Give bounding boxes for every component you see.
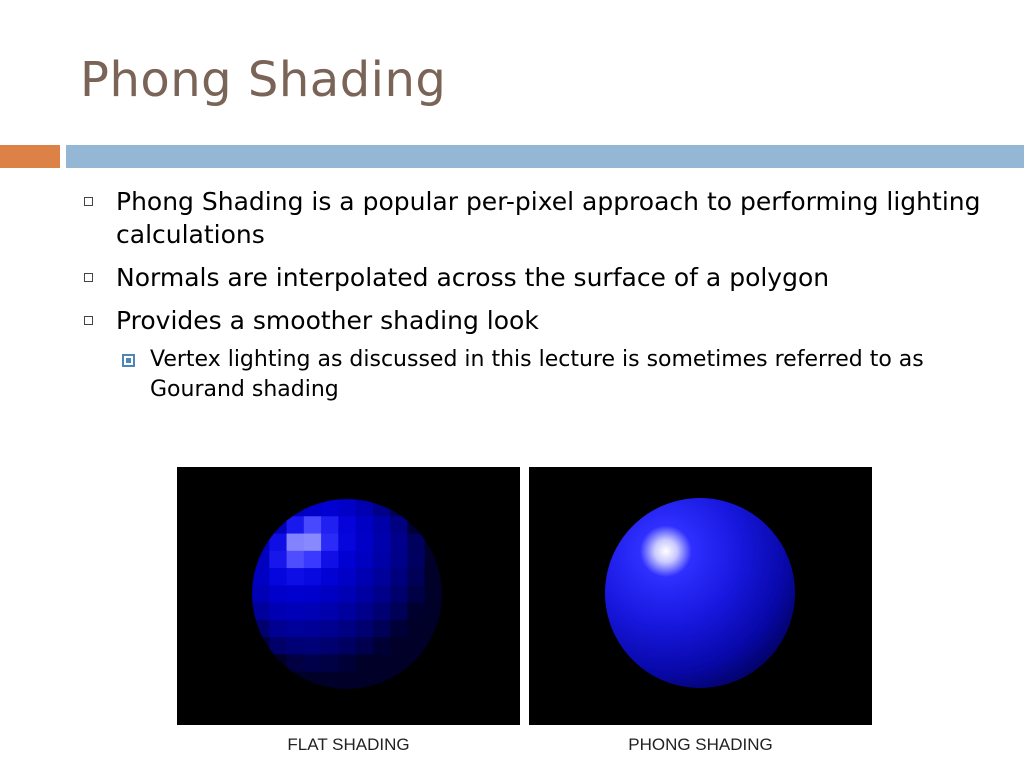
sphere-facet	[407, 603, 425, 621]
sphere-facet	[321, 551, 339, 569]
sphere-facet	[287, 516, 305, 534]
sphere-facet	[269, 551, 287, 569]
sphere-facet	[407, 499, 425, 517]
sphere-facet	[373, 534, 391, 552]
phong-shading-caption: PHONG SHADING	[628, 735, 773, 754]
sphere-facet	[356, 654, 374, 672]
bullet-text: Phong Shading is a popular per-pixel approach to performing lighting calculations	[116, 187, 981, 249]
sphere-facet	[338, 499, 356, 517]
sphere-facet	[252, 620, 270, 638]
phong-shaded-sphere	[529, 467, 872, 725]
sphere-facet	[338, 637, 356, 655]
sphere-facet	[356, 499, 374, 517]
sphere-facet	[269, 516, 287, 534]
sphere-facet	[390, 551, 408, 569]
sphere-facet	[338, 534, 356, 552]
sphere-facet	[321, 568, 339, 586]
sphere-facet	[373, 654, 391, 672]
sphere-facet	[425, 516, 443, 534]
sphere-facet	[356, 620, 374, 638]
sphere-facet	[269, 585, 287, 603]
sphere-facet	[390, 534, 408, 552]
sphere-facet	[390, 672, 408, 690]
sphere-facet	[338, 516, 356, 534]
sphere-facet	[407, 620, 425, 638]
filled-square-bullet-icon	[122, 354, 135, 367]
sphere-facet	[269, 603, 287, 621]
sphere-facet	[338, 620, 356, 638]
sphere-facet	[338, 585, 356, 603]
sphere-facet	[252, 585, 270, 603]
sphere-facet	[390, 499, 408, 517]
sphere-facet	[338, 551, 356, 569]
sphere-facet	[304, 603, 322, 621]
sphere-facet	[304, 637, 322, 655]
sphere-facet	[304, 534, 322, 552]
sphere-facet	[287, 534, 305, 552]
sphere-facet	[407, 654, 425, 672]
sphere-facet	[390, 568, 408, 586]
phong-shading-image	[529, 467, 872, 725]
sphere-facet	[269, 499, 287, 517]
flat-shading-image	[177, 467, 520, 725]
sphere-facet	[304, 568, 322, 586]
sphere-facet	[407, 568, 425, 586]
sphere-facet	[425, 603, 443, 621]
sphere-facet	[304, 551, 322, 569]
sphere-facet	[425, 620, 443, 638]
slide-title: Phong Shading	[80, 52, 447, 108]
sphere-facet	[338, 672, 356, 690]
bullet-text: Normals are interpolated across the surface of a polygon	[116, 263, 830, 292]
sphere-facet	[269, 672, 287, 690]
sphere-facet	[407, 637, 425, 655]
sphere-facet	[321, 672, 339, 690]
sphere-facet	[321, 516, 339, 534]
flat-shaded-sphere	[177, 467, 520, 725]
sphere-facet	[407, 672, 425, 690]
sphere-facet	[252, 499, 270, 517]
sphere-facet	[321, 534, 339, 552]
sphere-facet	[287, 620, 305, 638]
sphere-facet	[321, 620, 339, 638]
sphere-facet	[425, 568, 443, 586]
bullet-list	[82, 185, 1002, 405]
sphere-facet	[425, 654, 443, 672]
sphere-facet	[390, 620, 408, 638]
sphere-facet	[390, 585, 408, 603]
sphere-facet	[338, 568, 356, 586]
sphere-facet	[373, 499, 391, 517]
sphere-facet	[407, 516, 425, 534]
sphere-facet	[287, 568, 305, 586]
sphere-facet	[252, 603, 270, 621]
sphere-facet	[425, 585, 443, 603]
sphere-facet	[373, 672, 391, 690]
sphere-facet	[356, 568, 374, 586]
sphere-facet	[390, 637, 408, 655]
sphere-facet	[407, 551, 425, 569]
sphere-facet	[425, 672, 443, 690]
sphere-facet	[373, 603, 391, 621]
sub-bullet-text: Vertex lighting as discussed in this lecture is sometimes referred to as Gourand shading	[150, 347, 924, 402]
sphere-facet	[390, 603, 408, 621]
sphere-facet	[373, 637, 391, 655]
square-bullet-icon	[84, 316, 93, 325]
sphere-facet	[252, 516, 270, 534]
sphere-facet	[287, 585, 305, 603]
sphere-facet	[373, 620, 391, 638]
sphere-facet	[373, 516, 391, 534]
sphere-facet	[425, 637, 443, 655]
sphere-facet	[356, 585, 374, 603]
sphere-facet	[287, 603, 305, 621]
sphere-facet	[269, 568, 287, 586]
sphere-facet	[338, 654, 356, 672]
sphere-facet	[287, 637, 305, 655]
sphere-facet	[321, 603, 339, 621]
sphere-facet	[373, 551, 391, 569]
sphere-facet	[425, 499, 443, 517]
sphere-facet	[373, 568, 391, 586]
sphere-facet	[269, 654, 287, 672]
bullet-item	[82, 261, 1002, 294]
sphere-facet	[373, 585, 391, 603]
sphere-facet	[252, 672, 270, 690]
flat-shading-caption: FLAT SHADING	[287, 735, 410, 754]
sphere-facet	[269, 620, 287, 638]
square-bullet-icon	[84, 273, 93, 282]
accent-bar-orange	[0, 145, 60, 168]
bullet-item	[82, 304, 1002, 337]
sphere-facet	[287, 551, 305, 569]
sphere-facet	[252, 654, 270, 672]
sphere-facet	[356, 551, 374, 569]
sub-bullet-item	[118, 345, 1002, 405]
sphere-facet	[356, 534, 374, 552]
sphere-facet	[356, 603, 374, 621]
sphere-facet	[338, 603, 356, 621]
sphere-facet	[356, 672, 374, 690]
sphere-facet	[304, 620, 322, 638]
square-bullet-icon	[84, 197, 93, 206]
sphere-facet	[425, 534, 443, 552]
sphere-facet	[287, 672, 305, 690]
sphere-facet	[356, 637, 374, 655]
sphere-facet	[269, 534, 287, 552]
sphere-facet	[321, 637, 339, 655]
sphere-facet	[304, 672, 322, 690]
sphere-facet	[304, 516, 322, 534]
sphere-facet	[304, 585, 322, 603]
bullet-text: Provides a smoother shading look	[116, 306, 539, 335]
sphere-facet	[407, 585, 425, 603]
sphere-facet	[356, 516, 374, 534]
bullet-item	[82, 185, 1002, 251]
sphere-facet	[321, 654, 339, 672]
sphere-facet	[321, 585, 339, 603]
sphere-facet	[390, 654, 408, 672]
sphere-facet	[304, 654, 322, 672]
accent-bar-blue	[66, 145, 1024, 168]
sphere-facet	[252, 637, 270, 655]
sphere-facet	[425, 551, 443, 569]
